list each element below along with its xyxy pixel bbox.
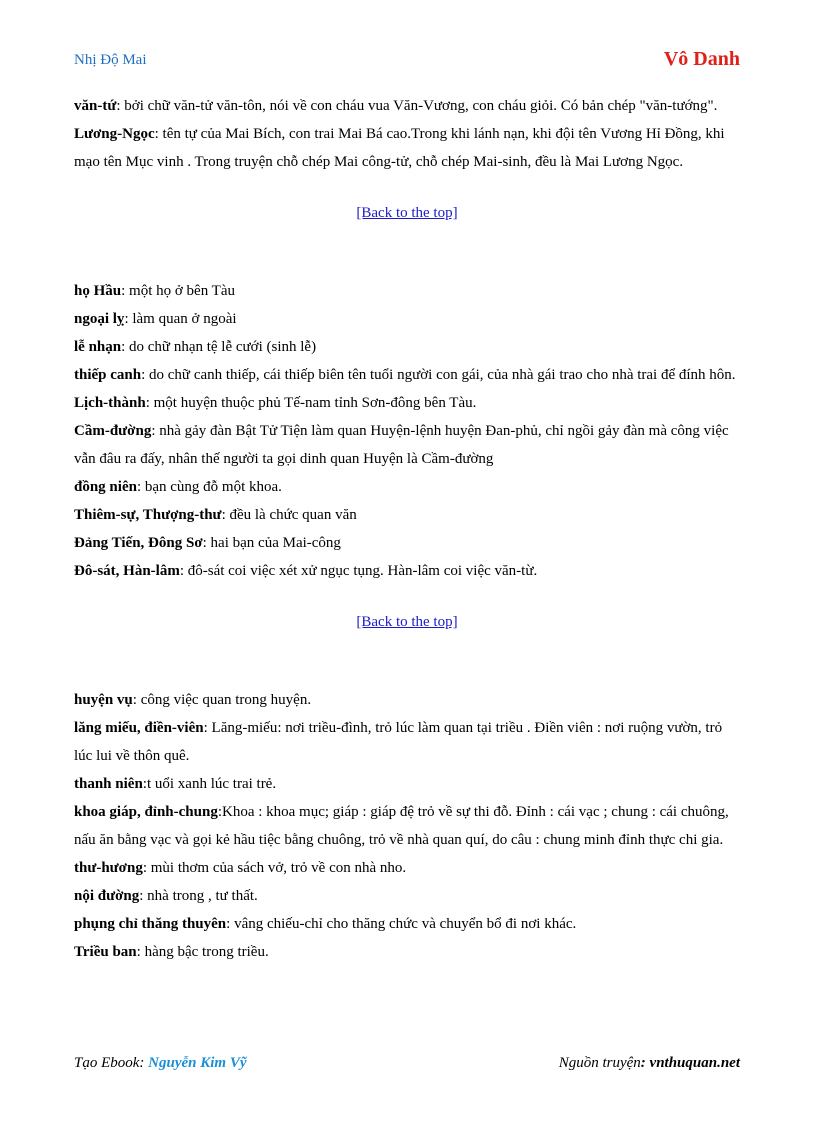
glossary-term: đồng niên [74, 479, 137, 495]
glossary-entry [74, 333, 740, 361]
glossary-term: Đảng Tiến, Đông Sơ [74, 535, 203, 551]
glossary-entry [74, 910, 740, 938]
ebook-separator: : [139, 1055, 149, 1071]
glossary-entry [74, 305, 740, 333]
glossary-term: ngoại lỵ [74, 311, 125, 327]
ebook-credit-line [74, 1055, 247, 1072]
glossary-term: thư-hương [74, 860, 143, 876]
glossary-term: phụng chỉ thăng thuyên [74, 916, 227, 932]
glossary-term: văn-tứ [74, 98, 117, 114]
glossary-definition: : đô-sát coi việc xét xử ngục tụng. Hàn-lâm coi việc văn-từ. [179, 563, 538, 579]
glossary-term: Lịch-thành [74, 395, 146, 411]
glossary-entry [74, 882, 740, 910]
glossary-term: Cầm-đường [74, 423, 152, 439]
glossary-term: Triều ban [74, 944, 137, 960]
glossary-term: Đô-sát, Hàn-lâm [74, 563, 180, 579]
glossary-entry [74, 557, 740, 585]
glossary-definition: : bạn cùng đỗ một khoa. [136, 479, 282, 495]
glossary-entry [74, 714, 740, 770]
source-site: vnthuquan.net [649, 1055, 740, 1071]
glossary-term: Thiêm-sự, Thượng-thư [74, 507, 222, 523]
glossary-term: thiếp canh [74, 367, 142, 383]
glossary-definition: : bởi chữ văn-tử văn-tôn, nói về con cháu vua Văn-Vương, con cháu giỏi. Có bản chép "văn-tướng". [116, 98, 718, 114]
glossary-definition: : một huyện thuộc phủ Tế-nam tỉnh Sơn-đông bên Tàu. [145, 395, 477, 411]
back-to-top-container [74, 199, 740, 227]
glossary-definition: : mùi thơm của sách vở, trỏ về con nhà nho. [142, 860, 407, 876]
glossary-definition: : vâng chiếu-chỉ cho thăng chức và chuyển bổ đi nơi khác. [226, 916, 577, 932]
glossary-definition: : hàng bậc trong triều. [136, 944, 269, 960]
glossary-definition: : làm quan ở ngoài [124, 311, 237, 327]
glossary-definition: : tên tự của Mai Bích, con trai Mai Bá cao.Trong khi lánh nạn, khi đội tên Vương Hỉ Đồng, khi mạo tên Mục vinh . Trong truyện chỗ chép Mai công-tử, chỗ chép Mai-sinh, đều là Mai Lương Ngọc. [74, 126, 725, 170]
glossary-entry [74, 277, 740, 305]
glossary-entry [74, 686, 740, 714]
glossary-entry [74, 798, 740, 854]
glossary-definition: : đều là chức quan văn [221, 507, 357, 523]
glossary-definition: : nhà trong , tư thất. [139, 888, 258, 904]
section-spacer [74, 249, 740, 277]
glossary-term: huyện vụ [74, 692, 133, 708]
glossary-definition: : nhà gảy đàn Bật Tử Tiện làm quan Huyện-lệnh huyện Đan-phủ, chỉ ngồi gảy đàn mà công việc vẫn đâu ra đấy, nhân thế người ta gọi dinh quan Huyện là Cầm-đường [74, 423, 729, 467]
source-label: Nguồn truyện [558, 1055, 641, 1071]
glossary-definition: : Lăng-miếu: nơi triều-đình, trỏ lúc làm quan tại triều . Điền viên : nơi ruộng vườn, trỏ lúc lui về thôn quê. [74, 720, 723, 764]
glossary-entry [74, 92, 740, 120]
book-title: Nhị Độ Mai [74, 52, 147, 68]
glossary-definition: :Khoa : khoa mục; giáp : giáp đệ trỏ về sự thi đỗ. Đỉnh : cái vạc ; chung : cái chuông, nấu ăn bằng vạc và gọi kẻ hầu tiệc bằng chuông, trỏ về nhà quan quí, do câu : chung minh đỉnh thực chi gia. [74, 804, 729, 848]
back-to-top-container [74, 608, 740, 636]
section-spacer [74, 658, 740, 686]
glossary-entry [74, 501, 740, 529]
glossary-term: lăng miếu, điền-viên [74, 720, 204, 736]
glossary-term: lễ nhạn [74, 339, 122, 355]
glossary-definition: : công việc quan trong huyện. [132, 692, 312, 708]
glossary-term: họ Hầu [74, 283, 122, 299]
glossary-content [74, 92, 740, 966]
glossary-entry [74, 854, 740, 882]
glossary-entry [74, 770, 740, 798]
back-to-top-link[interactable]: [Back to the top] [356, 614, 458, 630]
back-to-top-link[interactable]: [Back to the top] [356, 205, 458, 221]
glossary-entry [74, 120, 740, 176]
glossary-definition: : một họ ở bên Tàu [121, 283, 236, 299]
glossary-entry [74, 529, 740, 557]
glossary-definition: : do chữ nhạn tệ lễ cưới (sinh lễ) [121, 339, 317, 355]
glossary-term: khoa giáp, đỉnh-chung [74, 804, 218, 820]
glossary-definition: : do chữ canh thiếp, cái thiếp biên tên tuổi người con gái, của nhà gái trao cho nhà trai để đính hôn. [141, 367, 736, 383]
glossary-term: nội đường [74, 888, 140, 904]
source-line [559, 1055, 740, 1072]
ebook-label: Tạo Ebook [74, 1055, 140, 1071]
glossary-definition: : hai bạn của Mai-công [202, 535, 341, 551]
glossary-entry [74, 389, 740, 417]
ebook-credit-name: Nguyễn Kim Vỹ [148, 1055, 247, 1071]
glossary-entry [74, 473, 740, 501]
glossary-term: Lương-Ngọc [74, 126, 155, 142]
source-separator: : [640, 1055, 650, 1071]
glossary-definition: :t uổi xanh lúc trai trẻ. [142, 776, 277, 792]
glossary-entry [74, 417, 740, 473]
glossary-term: thanh niên [74, 776, 143, 792]
glossary-entry [74, 361, 740, 389]
glossary-entry [74, 938, 740, 966]
book-author: Vô Danh [663, 48, 740, 70]
